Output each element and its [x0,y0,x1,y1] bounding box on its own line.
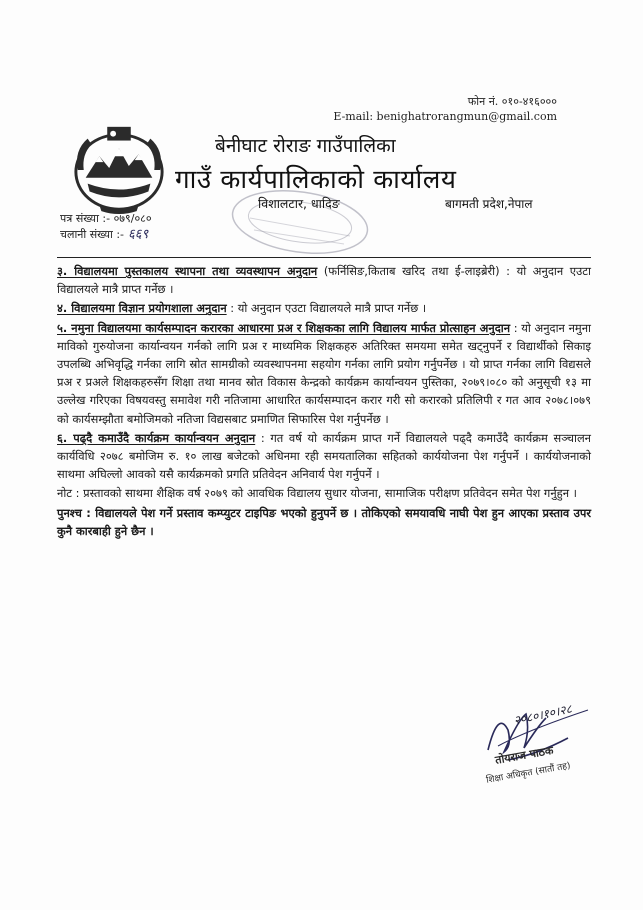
dispatch-number-value: ६६९ [128,227,149,242]
dispatch-number-row [60,227,152,243]
paragraph-4-text: : यो अनुदान एउटा विद्यालयले मात्रै प्राप्त गर्नेछ । [226,301,427,316]
signatory-title: शिक्षा अधिकृत (सातौं तह) [485,761,572,786]
nepal-emblem-icon [70,120,168,216]
paragraph-6-title: ६. पढ्दै कमाउँदै कार्यक्रम कार्यान्वयन अनुदान [57,430,256,445]
header-divider [57,257,591,258]
paragraph-5-text: : यो अनुदान नमुना माविको गुरुयोजना कार्यान्वयन गर्नको लागि प्रअ र माध्यमिक शिक्षकहरु अतिरिक्त समयमा समेत खट्नुपर्ने र विद्यार्थीको सिकाइ उपलब्धि अभिवृद्धि गर्नका लागि स्रोत सामग्रीको व्यवस्थापनमा सहयोग गर्नका लागि प्रयोग गर्नुपर्नेछ । यो प्राप्त गर्नका लागि विद्यसले प्रअ र प्रअले शिक्षकहरुसँग शिक्षा तथा मानव स्रोत विकास केन्द्रको कार्यक्रम कार्यान्वयन पुस्तिका, २०७९।०८० को अनुसूची १३ मा उल्लेख गरिएका विषयवस्तु समावेश गरी नतिजामा आधारित कार्यसम्पादन करार गरी सो करारको प्रतिलिपी र गत आव २०७८।०७९ को कार्यसम्झौता बमोजिमको नतिजा विद्यसबाट प्रमाणित सिफारिस पेश गर्नुपर्नेछ । [57,320,591,426]
office-location: विशालटार, धादिङ [258,196,340,211]
paragraph-6 [57,429,591,484]
letter-number: पत्र संख्या :- ०७९/०८० [60,212,152,225]
paragraph-4 [57,299,591,317]
paragraph-3-text: (फर्निसिङ,किताब खरिद तथा ई-लाइब्रेरी) : यो अनुदान एउटा विद्यालयले मात्रै प्राप्त गर्नेछ । [57,264,591,297]
paragraph-3 [57,262,591,298]
phone-number: फोन नं. ०१०-४१६००० [467,95,557,108]
province-name: बागमती प्रदेश,नेपाल [445,197,533,211]
paragraph-3-title: ३. विद्यालयमा पुस्तकालय स्थापना तथा व्यवस्थापन अनुदान [57,264,318,278]
municipality-name: बेनीघाट रोराङ गाउँपालिका [215,135,396,157]
paragraph-5-title: ५. नमुना विद्यालयमा कार्यसम्पादन करारका आधारमा प्रअ र शिक्षकका लागि विद्यालय मार्फत प्रोत्साहन अनुदान [57,320,511,335]
signature-date: २०८०।१०।२८ [512,701,574,728]
paragraph-5 [57,319,591,428]
letter-body [57,262,591,541]
reference-block [60,211,152,243]
office-name: गाउँ कार्यपालिकाको कार्यालय [175,165,457,195]
note-paragraph: नोट : प्रस्तावको साथमा शैक्षिक वर्ष २०७९ को आवधिक विद्यालय सुधार योजना, सामाजिक परीक्षण प्रतिवेदन समेत पेश गर्नुहुन । [57,486,577,501]
dispatch-number-label: चलानी संख्या :- [60,228,125,241]
paragraph-6-text: : गत वर्ष यो कार्यक्रम प्राप्त गर्ने विद्यालयले पढ्दै कमाउँदै कार्यक्रम सञ्चालन कार्यविधि २०७८ बमोजिम रु. १० लाख बजेटको अधिनमा रही समयतालिका सहितको कार्ययोजना पेश गर्नुपर्ने । कार्ययोजनाको साथमा अघिल्लो आवको यसै कार्यक्रमको प्रगति प्रतिवेदन अनिवार्य पेश गर्नुपर्ने । [57,430,591,482]
postscript-paragraph: पुनश्च : विद्यालयले पेश गर्ने प्रस्ताव कम्प्युटर टाइपिङ भएको हुनुपर्ने छ । तोकिएको समयावधि नाघी पेश हुन आएका प्रस्ताव उपर कुनै कारबाही हुने छैन । [57,505,591,538]
signatory-name: तोयराज पाठक [494,743,555,767]
paragraph-4-title: ४. विद्यालयमा विज्ञान प्रयोगशाला अनुदान [57,301,227,316]
email-address: E-mail: benighatrorangmun@gmail.com [333,110,557,123]
